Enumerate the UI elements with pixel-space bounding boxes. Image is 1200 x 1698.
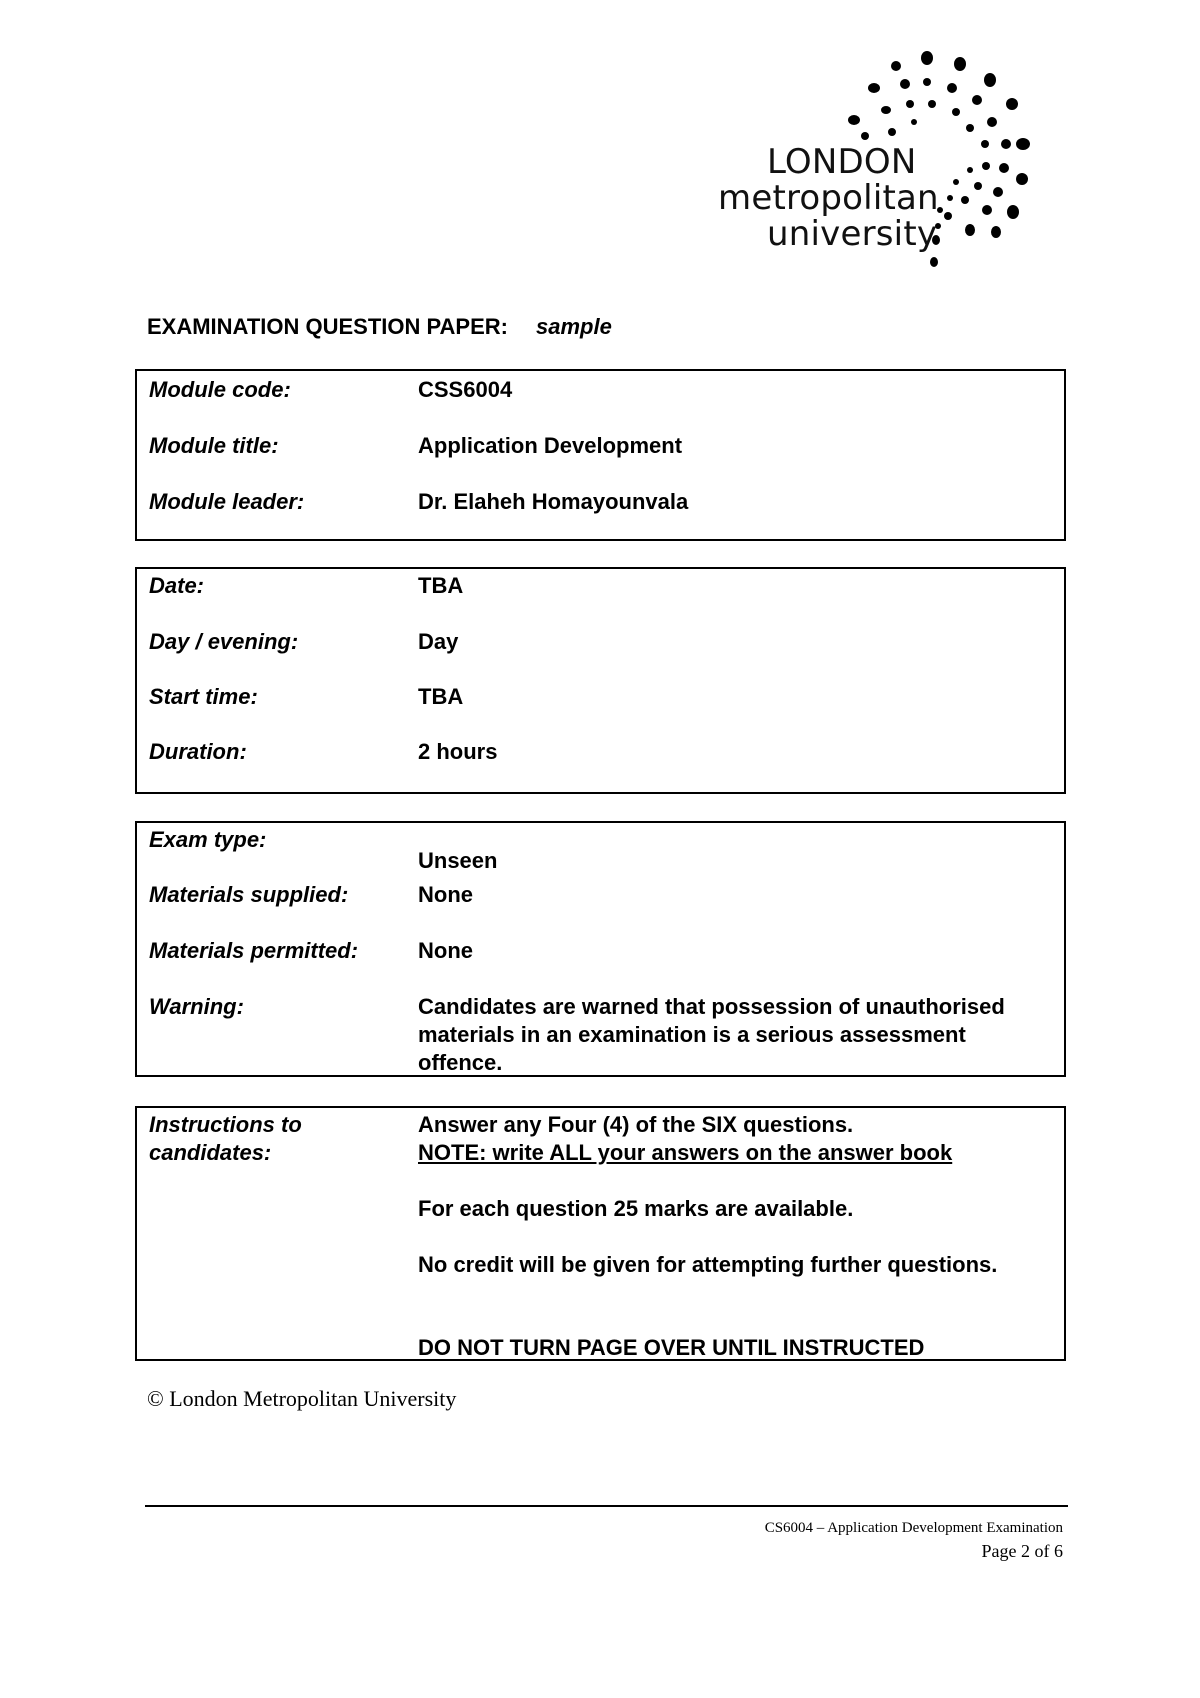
exam-conditions-box [135,821,1066,1077]
exam-type-value: Unseen [418,848,498,873]
instruction-answer-book-note: NOTE: write ALL your answers on the answer book [418,1140,953,1165]
materials-permitted-label: Materials permitted: [149,938,359,963]
instructions-box [135,1106,1066,1361]
warning-label: Warning: [149,994,244,1019]
start-time-label: Start time: [149,684,258,709]
instructions-label: Instructions to candidates: [149,1112,302,1165]
footer-page-number: Page 2 of 6 [981,1541,1063,1561]
page-title [147,314,612,340]
instruction-answer-count: Answer any Four (4) of the SIX questions. [418,1112,854,1137]
paper-title: EXAMINATION QUESTION PAPER: [147,314,508,339]
logo-line-london: LONDON [767,142,917,182]
materials-supplied-label: Materials supplied: [149,882,349,907]
instruction-no-credit: No credit will be given for attempting further questions. [418,1252,998,1277]
module-code-value: CSS6004 [418,377,513,402]
instruction-do-not-turn: DO NOT TURN PAGE OVER UNTIL INSTRUCTED [418,1335,925,1360]
exam-type-label: Exam type: [149,827,267,852]
date-label: Date: [149,573,205,598]
duration-value: 2 hours [418,739,498,764]
date-value: TBA [418,573,464,598]
copyright-notice: © London Metropolitan University [147,1386,457,1411]
start-time-value: TBA [418,684,464,709]
module-details-box [135,369,1066,541]
module-leader-label: Module leader: [149,489,305,514]
university-logo [700,40,1040,270]
module-title-value: Application Development [418,433,683,458]
schedule-box [135,567,1066,794]
logo-line-university: university [767,214,938,254]
module-title-label: Module title: [149,433,279,458]
materials-permitted-value: None [418,938,473,963]
logo-line-metropolitan: metropolitan [718,178,939,218]
day-evening-label: Day / evening: [149,629,299,654]
warning-value: Candidates are warned that possession of unauthorised materials in an examination is a serious assessment offence. [418,994,1005,1075]
module-leader-value: Dr. Elaheh Homayounvala [418,489,689,514]
module-code-label: Module code: [149,377,291,402]
materials-supplied-value: None [418,882,473,907]
day-evening-value: Day [418,629,459,654]
paper-subtitle: sample [535,314,612,339]
instruction-marks-available: For each question 25 marks are available. [418,1196,854,1221]
footer-document-title: CS6004 – Application Development Examination [764,1520,1063,1536]
duration-label: Duration: [149,739,247,764]
footer-divider [145,1505,1068,1507]
